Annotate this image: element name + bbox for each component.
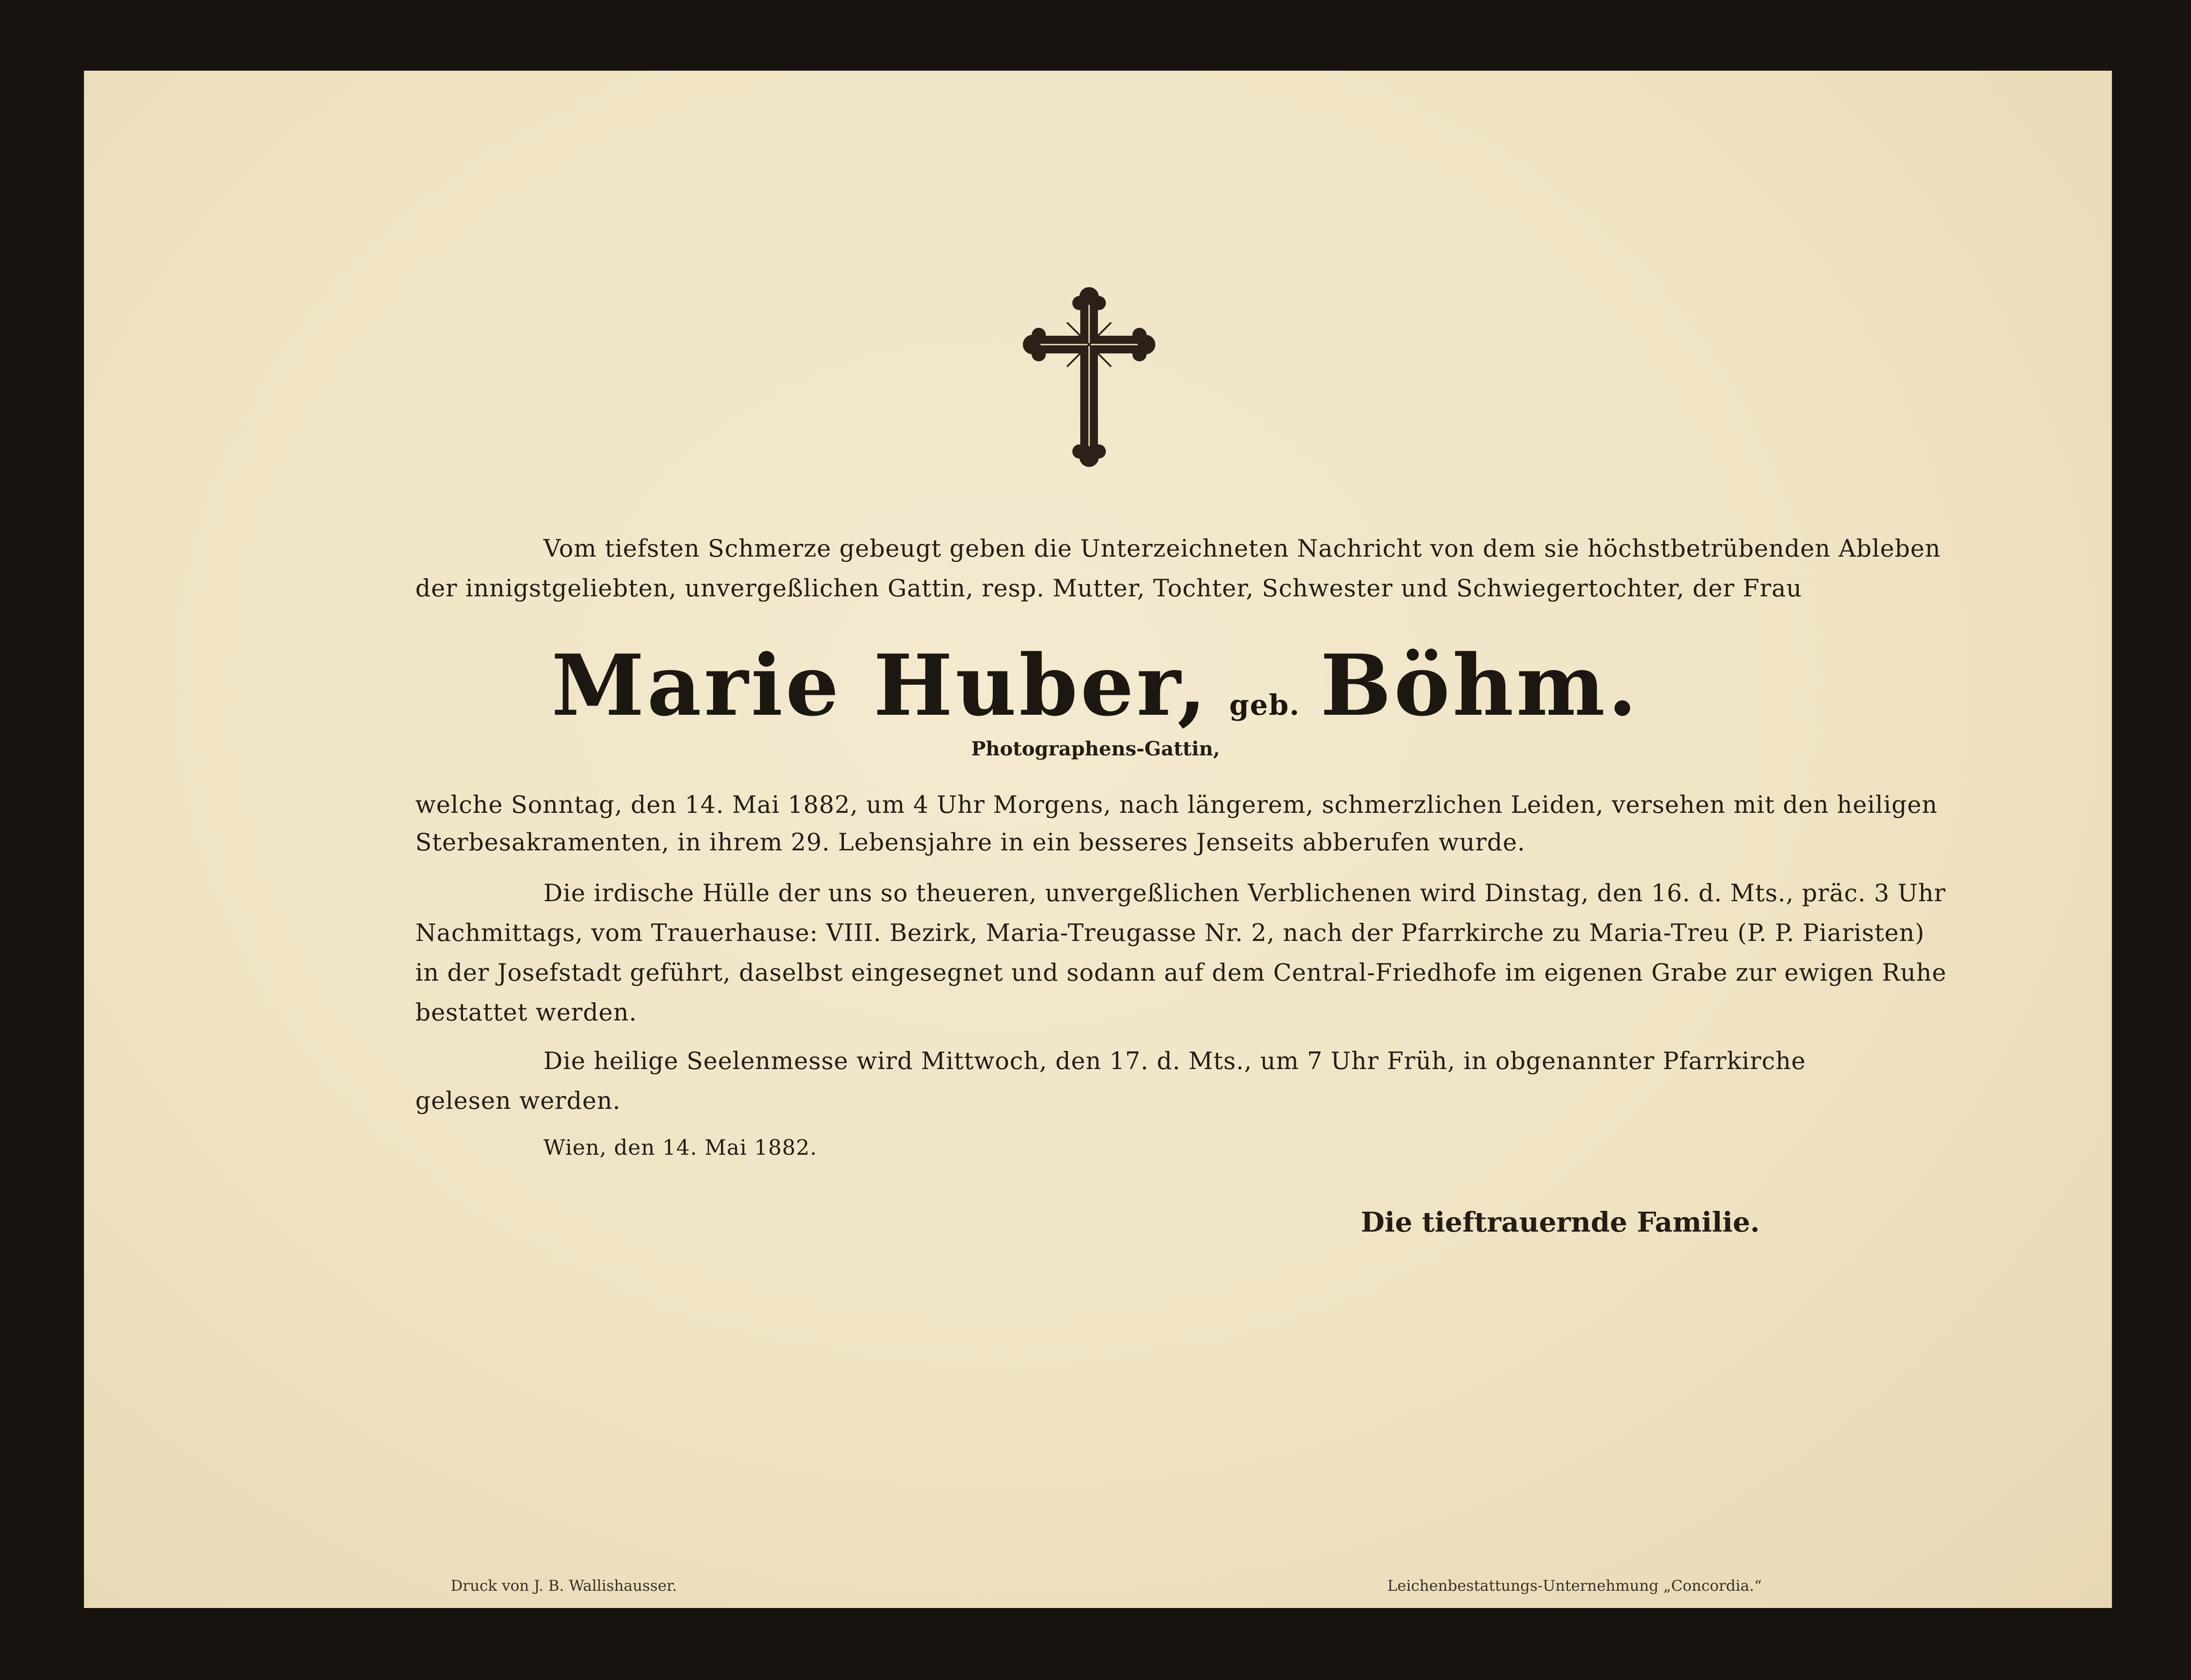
born-prefix: geb. — [1229, 689, 1300, 722]
death-line-1: welche Sonntag, den 14. Mai 1882, um 4 Uhr Morgens, nach längerem, schmerzlichen Leiden, versehen mit den heiligen — [415, 791, 1938, 819]
family-signature: Die tieftrauernde Familie. — [1361, 1206, 1760, 1238]
place-date: Wien, den 14. Mai 1882. — [543, 1135, 817, 1160]
funeral-line-1: Die irdische Hülle der uns so theueren, unvergeßlichen Verblichenen wird Dinstag, den 16. d. Mts., präc. 3 Uhr — [543, 879, 1946, 907]
intro-line-2: der innigstgeliebten, unvergeßlichen Gattin, resp. Mutter, Tochter, Schwester und Schwiegertochter, der Frau — [415, 574, 1802, 602]
funeral-line-3: in der Josefstadt geführt, daselbst eingesegnet und sodann auf dem Central-Friedhofe im eigenen Grabe zur ewigen Ruhe — [415, 959, 1947, 986]
funeral-line-4: bestattet werden. — [415, 998, 637, 1026]
deceased-name — [0, 636, 2191, 735]
intro-line-1: Vom tiefsten Schmerze gebeugt geben die Unterzeichneten Nachricht von dem sie höchstbetrübenden Ableben — [543, 535, 1941, 562]
mass-line-1: Die heilige Seelenmesse wird Mittwoch, den 17. d. Mts., um 7 Uhr Früh, in obgenannter Pfarrkirche — [543, 1047, 1806, 1075]
undertaker-credit: Leichenbestattungs-Unternehmung „Concordia.“ — [1387, 1577, 1762, 1595]
death-line-2: Sterbesakramenten, in ihrem 29. Lebensjahre in ein besseres Jenseits abberufen wurde. — [415, 828, 1526, 856]
funeral-line-2: Nachmittags, vom Trauerhause: VIII. Bezirk, Maria-Treugasse Nr. 2, nach der Pfarrkirche zu Maria-Treu (P. P. Piaristen) — [415, 919, 1925, 947]
maiden-name: Böhm. — [1320, 636, 1640, 735]
mass-line-2: gelesen werden. — [415, 1087, 621, 1115]
ornamental-cross-icon — [1023, 287, 1155, 468]
printer-credit: Druck von J. B. Wallishausser. — [451, 1577, 677, 1595]
occupation-subtitle: Photographens-Gattin, — [971, 738, 1220, 760]
deceased-given-family-name: Marie Huber, — [551, 636, 1209, 735]
